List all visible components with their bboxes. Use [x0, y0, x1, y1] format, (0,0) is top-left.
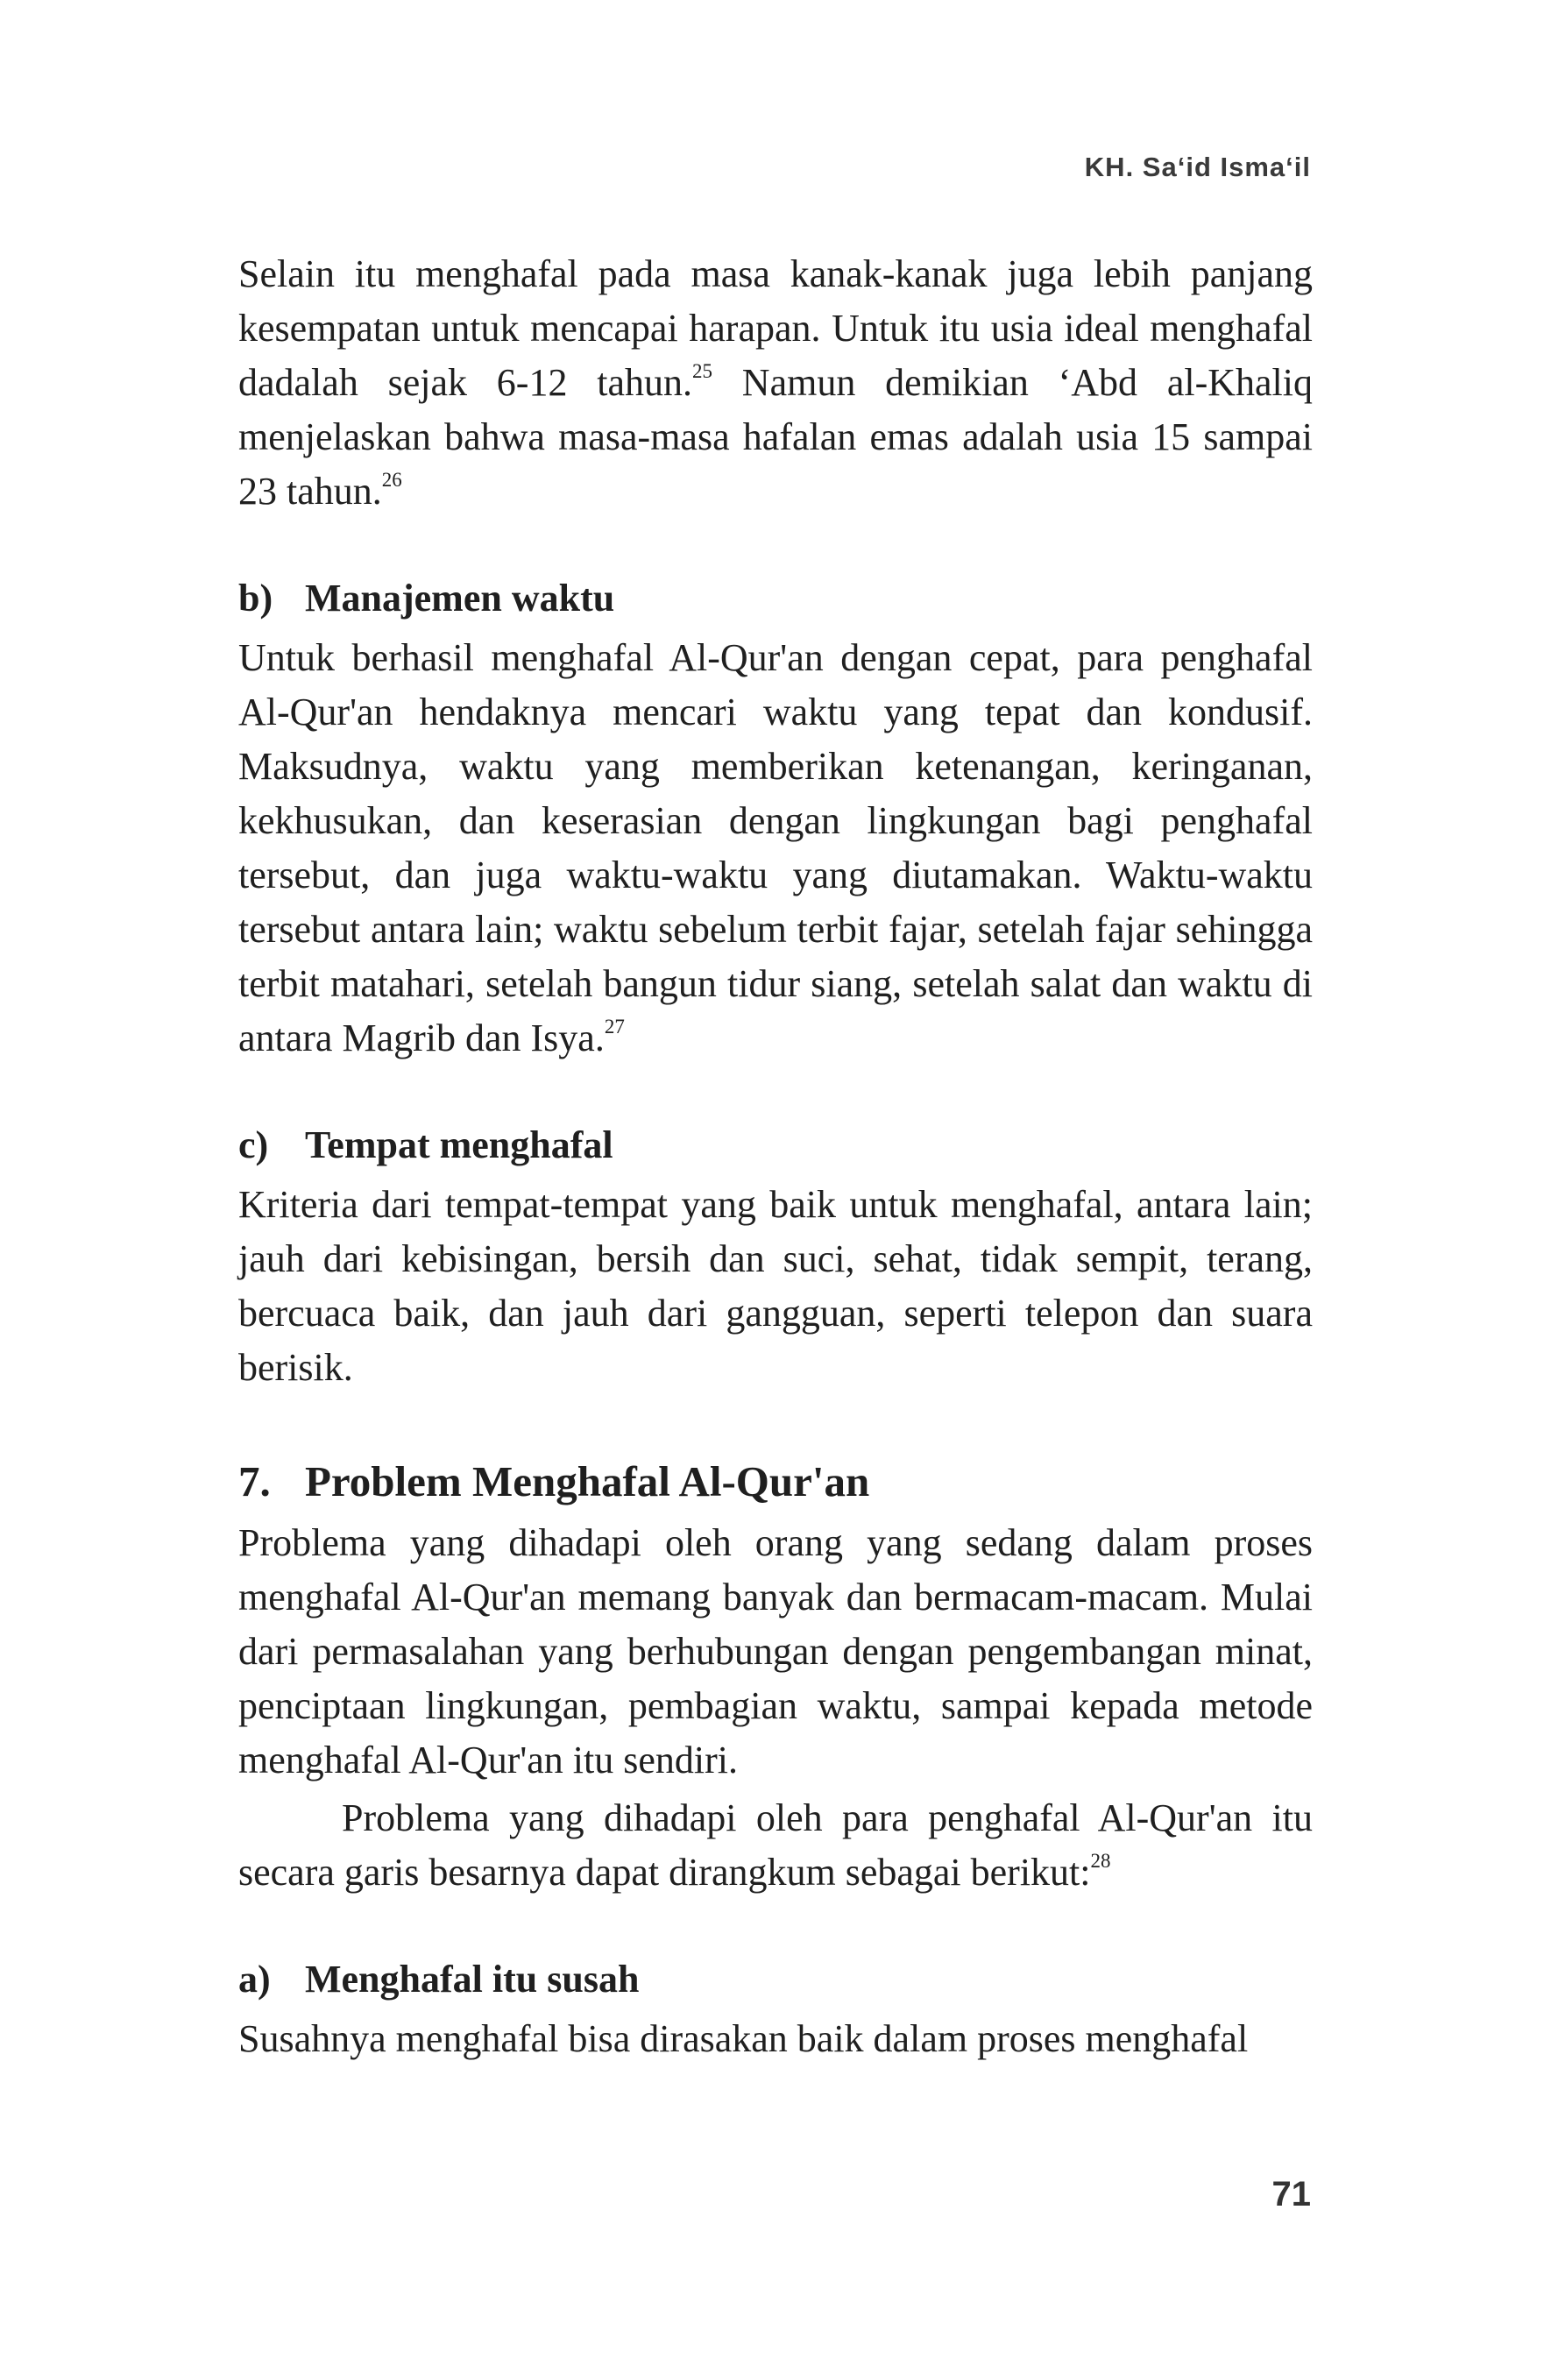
- intro-text: Selain itu menghafal pada masa kanak-kanak juga lebih panjang kesempatan untuk mencapai harapan. Untuk itu usia ideal menghafal dadalah sejak 6-12 tahun.: [238, 252, 1313, 404]
- intro-text-continued: Namun demikian ‘Abd al-Khaliq menjelaskan bahwa masa-masa hafalan emas adalah usia 15 sampai 23 tahun.: [238, 361, 1314, 513]
- subheading-menghafal-susah: [238, 1952, 1313, 2007]
- list-marker: b): [238, 577, 273, 620]
- list-marker: a): [238, 1958, 271, 2001]
- section-heading-problem: [238, 1453, 1313, 1511]
- subheading-title: Tempat menghafal: [305, 1123, 613, 1166]
- subheading-title: Menghafal itu susah: [305, 1958, 640, 2001]
- subheading-manajemen-waktu: [238, 571, 1313, 626]
- manajemen-waktu-paragraph: [238, 631, 1313, 1066]
- footnote-ref: 25: [692, 360, 712, 382]
- footnote-ref: 28: [1090, 1850, 1111, 1872]
- problem-paragraph-indented: [238, 1791, 1313, 1900]
- subheading-title: Manajemen waktu: [305, 577, 615, 620]
- paragraph-text: Problema yang dihadapi oleh para penghafal Al-Qur'an itu secara garis besarnya dapat dirangkum sebagai berikut:: [238, 1796, 1313, 1894]
- section-title: Problem Menghafal Al-Qur'an: [305, 1457, 870, 1505]
- intro-paragraph: [238, 247, 1313, 519]
- page-number: 71: [1271, 2175, 1311, 2214]
- problem-paragraph: Problema yang dihadapi oleh orang yang sedang dalam proses menghafal Al-Qur'an memang banyak dan bermacam-macam. Mulai dari permasalahan yang berhubungan dengan pengembangan minat, penciptaan lingkungan, pembagian waktu, sampai kepada metode menghafal Al-Qur'an itu sendiri.: [238, 1521, 1313, 1781]
- list-marker: c): [238, 1123, 269, 1166]
- running-head: KH. Sa‘id Isma‘il: [1084, 152, 1311, 182]
- footnote-ref: 26: [381, 469, 402, 491]
- paragraph-text: Untuk berhasil menghafal Al-Qur'an dengan cepat, para penghafal Al-Qur'an hendaknya mencari waktu yang tepat dan kondusif. Maksudnya, waktu yang memberikan ketenangan, keringanan, kekhusukan, dan keserasian dengan lingkungan bagi penghafal tersebut, dan juga waktu-waktu yang diutamakan. Waktu-waktu tersebut antara lain; waktu sebelum terbit fajar, setelah fajar sehingga terbit matahari, setelah bangun tidur siang, setelah salat dan waktu di antara Magrib dan Isya.: [238, 636, 1313, 1059]
- menghafal-susah-paragraph: Susahnya menghafal bisa dirasakan baik dalam proses menghafal: [238, 2017, 1249, 2060]
- page-body: [238, 247, 1313, 2066]
- section-number: 7.: [238, 1457, 271, 1505]
- footnote-ref: 27: [604, 1016, 625, 1038]
- subheading-tempat-menghafal: [238, 1118, 1313, 1172]
- tempat-menghafal-paragraph: Kriteria dari tempat-tempat yang baik untuk menghafal, antara lain; jauh dari kebisingan, bersih dan suci, sehat, tidak sempit, terang, bercuaca baik, dan jauh dari gangguan, seperti telepon dan suara berisik.: [238, 1183, 1313, 1389]
